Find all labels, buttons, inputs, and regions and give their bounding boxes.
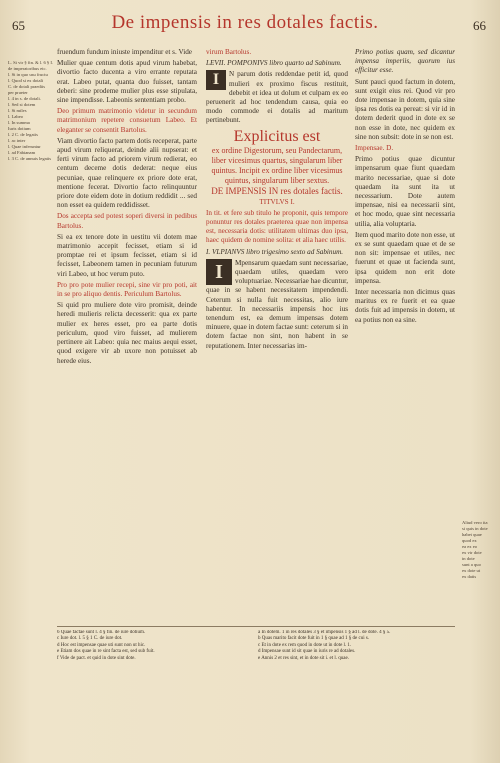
- footnote: 6 Quae factae sunt l. 4 § fin. de iure dotium.: [57, 630, 146, 635]
- initial-letter-i: I: [206, 259, 232, 285]
- gloss-line: ex datis: [462, 574, 477, 579]
- rubric-note: Impensae. D.: [355, 144, 394, 153]
- column-intro: fruendum fundum iniuste impenditur et s. Vide: [57, 48, 192, 56]
- footnote: a In dotem. 1 in res dotales 3 § et impensis 1 § ad l. de dote. 4 § 5.: [258, 630, 391, 635]
- text-column-3: [355, 48, 455, 620]
- gloss-line: Aliud vero ita: [462, 520, 488, 525]
- gloss-line: sunt a quo: [462, 562, 481, 567]
- lemma: LEVII. POMPONIVS libro quarto ad Sabinum.: [206, 59, 342, 68]
- gloss-line: ex vir dote: [462, 550, 482, 555]
- gloss-line: l. 4 in s. de dotali.: [8, 96, 41, 101]
- paragraph: [206, 259, 348, 351]
- gloss-line: in dote: [462, 556, 475, 561]
- footnote: c Iure dot. l. 5 § 1 C. de iure dot.: [57, 636, 123, 642]
- column-intro: Primo potius quam, sed dicantur impensa imperiis, quorum ius efficitur esse.: [355, 48, 455, 75]
- gloss-line: l. Sed si dotem: [8, 102, 36, 107]
- gloss-line: de imperatoribus etc.: [8, 66, 47, 71]
- gloss-line: l. Quod si ex dotali: [8, 78, 44, 83]
- gloss-line: l. 3 C. de annuis legatis: [8, 156, 51, 161]
- rubric-note: Dos accepta sed potest soperi diversi in pedibus Bartolus.: [57, 212, 197, 230]
- running-title: De impensis in res dotales factis.: [111, 12, 379, 33]
- title-heading: DE IMPENSIS IN res dotales factis.: [211, 185, 343, 196]
- gloss-line: l. 2 C. de legatis: [8, 132, 38, 137]
- rubric-note: virum Bartolus.: [206, 48, 252, 56]
- gloss-line: l. Si miles: [8, 108, 27, 113]
- gloss-line: ea ex eo: [462, 544, 478, 549]
- paragraph: [206, 70, 348, 125]
- text-column-1: [57, 48, 197, 620]
- lemma: I. VLPIANVS libro trigesimo sexto ad Sabinum.: [206, 247, 344, 256]
- right-margin-gloss: [462, 520, 496, 630]
- gloss-line: l. Si in quo usu fructu: [8, 72, 48, 77]
- explicit-heading: Explicitus est: [233, 127, 321, 145]
- gloss-line: ex dote ut: [462, 568, 481, 573]
- paragraph: Mulier quae centum dotis apud virum habebat, divortio facto ducenta a viro errante reputata erat. Labeo putat, quanta duo fuisset, tantam deberi: sine prodeme mulier plus esse stipulata, sine impendisse. Labeonis sententiam probo.: [57, 59, 197, 105]
- paragraph-text: N parum dotis reddendae petit id, quod mulieri ex proximo fiscus restituit, debebit et idea ut dolum et culpam ex eo peruenerit ad hoc tendendum causa, quia eo modo commode ei dotalis ad maritum pertinebunt.: [206, 70, 348, 125]
- left-margin-gloss: [8, 60, 54, 615]
- footnotes-left: [57, 630, 247, 750]
- paragraph: Primo potius quae dicuntur impensarum quae fiunt quaedam marito necessariae, quae si dote quaedam ita sunt ita ut necessarium. Dote autem impensae, nisi ea necessarii sint, et hoc modo, quae sint necessaria utilia, alia voluptaria.: [355, 155, 455, 228]
- gloss-line: per praeter: [8, 90, 28, 95]
- paragraph-text: Mpensarum quaedam sunt necessariae, quaedam utiles, quaedam vero voluptuariae. Necessariae hae dicuntur, quae in se habent necessitatem impendendi. Ceterum si nulla fuit necessitas, alio iure habentur. In necessariis impensis hoc ius tenendum est, ea demum impensas dotem minuere, quae in dotem factae sunt: ceterum si in dotem factae non sint, non habent in se reputationem. Inter necessarias im-: [206, 258, 348, 350]
- footnote: c Et in dote ex rem quod in dote ut in dote l. 1.: [258, 642, 352, 648]
- footnote: e Annis 2 et res sint, et in dote sit i. et l. quae.: [258, 655, 349, 661]
- gloss-line: habet quae: [462, 532, 482, 537]
- footnote: e Etiam dos quae in re sint facta est, sed sub fuit.: [57, 649, 155, 655]
- paragraph: Si quid pro muliere dote viro promisit, deinde heredi mulieris relicta decesserit: qua ex parte mulier ex heres esset, pro ea parte dotis periculum, quod viro fuisset, ad mulierem pertinere ait Labeo: quia nec maius aequi esset, quod exigere vir ab uxore non potuisset ab herede eius.: [57, 301, 197, 365]
- paragraph: Sunt pauci quod factum in dotem, sunt exigit eius rei. Quod vir pro dote impensae in dotem, quia sine ipsa res dotis ea pereat: si vir id in dotem dederit quod in dote ex se non esse in dote, nec quidem ex sine non subsit: dote in se non est.: [355, 77, 455, 141]
- folio-left: 65: [12, 18, 25, 33]
- text-column-2: [206, 48, 348, 620]
- initial-letter-i: I: [206, 70, 226, 90]
- footnote-divider: [57, 626, 455, 627]
- rubric-note: Deo primum matrimonio videtur in secundum matrimonium repetere consuetum Labeo. Et eleganter se consentit Bartolus.: [57, 107, 197, 134]
- gloss-line: quod ex: [462, 538, 477, 543]
- paragraph: Item quod marito dote non esse, ut ex se sunt quaedam quae et de se non sit: impensae et utiles, nec fuerunt et quae ut facienda sunt, ipsa quidem non erit dote impensa.: [355, 230, 455, 285]
- paragraph: Viam divortio facto partem dotis receperat, parte apud virum reliquerat, deinde alii nupserat: et ferti virum facto ad priorem virum redierat, eo centum deceme dotis dederat: neque eius pecuniae, quae relinquere ex priore dote erat, mentione fecerat. Divortio facto relinquuntur priore dote eidem dote in dotium reddidit ... sed non esset ea quidem reddidisset.: [57, 136, 197, 210]
- paragraph: Inter necessaria non dicimus quas maritus ex re fuerit et ea quae dotis fuit ad impensis in dotem, ut ea potius non ea sine.: [355, 288, 455, 324]
- explicit-text: ex ordine Digestorum, seu Pandectarum, liber vicesimus quartus, singularum liber quintus. Incipit ex ordine liber vicesimus quintus, singularum liber sextus.: [211, 145, 343, 185]
- titulus-heading: TITVLVS I.: [259, 197, 295, 206]
- footnote: b Quas marito facit dote fuit in 1 § quae ad 1 § de cui s.: [258, 636, 370, 642]
- gloss-line: l. Quae inferuntur: [8, 144, 41, 149]
- footnote: d Hoc est impensae quae uti sunt non ut hic.: [57, 642, 146, 648]
- folio-right: 66: [473, 18, 486, 33]
- gloss-line: C. de dotali praediis: [8, 84, 45, 89]
- gloss-line: l. ac inter: [8, 138, 26, 143]
- footnotes-right: [258, 630, 455, 750]
- gloss-line: l. ad Fabianam: [8, 150, 36, 155]
- gloss-line: L. Si vir § fin. & l. 6 § I.: [8, 60, 54, 65]
- footnote: f Vide de pact. et quid in dote sint dote.: [57, 655, 136, 661]
- gloss-line: l. In summa: [8, 120, 30, 125]
- gloss-line: si quis in dote: [462, 526, 488, 531]
- rubric-summary: In tit. et fere sub titulo he proponit, quis tempore ponuntur res dotales praeterea quae non impensa est, necessaria dotis: utilitatem ultimas duo ipsa, haec quidem de nomine solita: et alia haec utilis.: [206, 208, 348, 245]
- footnote: d Impensae sunt id sit quae in iuris re ad dotales.: [258, 649, 356, 655]
- gloss-line: Iuris dotium: [8, 126, 31, 131]
- rubric-note: Pro pro pote mulier recepi, sine vir pro poti, ait in se pro aliquo dentis. Periculum Bartolus.: [57, 280, 197, 299]
- paragraph: Si ea ex tenore dote in uestitu vii dotem mae matrimonio accepit fecisset, etiam si id promptae rei et ipsum fecisset, etiam si id fecisset, Labeonem tamen in pecuniam futurum viri Labeo, ut hoc verum puto.: [57, 232, 197, 278]
- gloss-line: l. Labeo: [8, 114, 24, 119]
